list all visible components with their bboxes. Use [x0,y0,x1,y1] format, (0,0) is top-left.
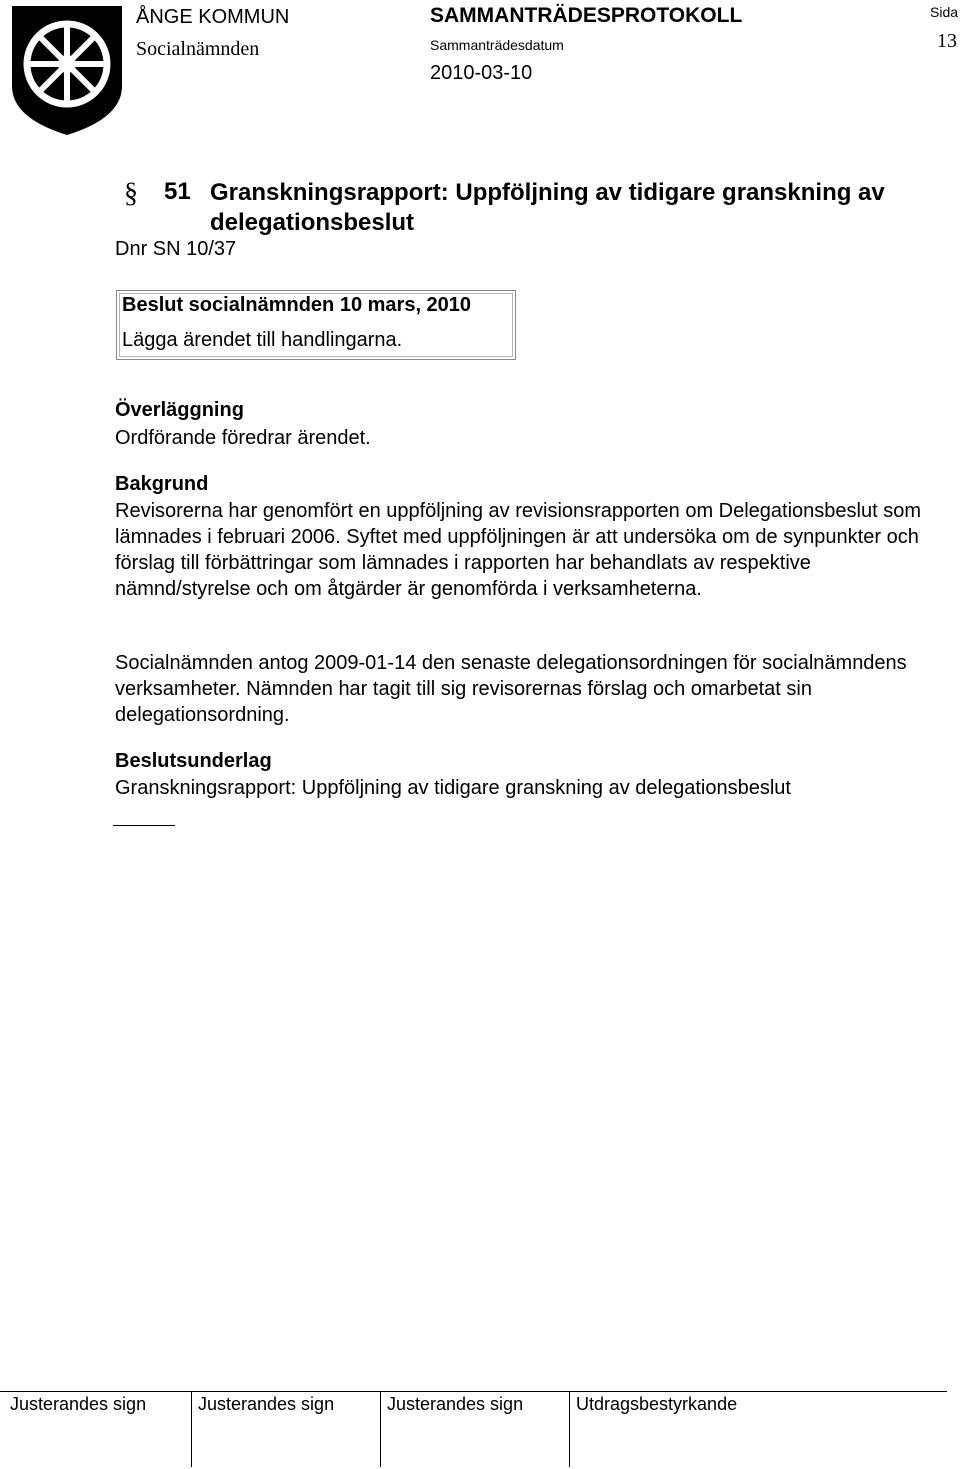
background-paragraph-1: Revisorerna har genomfört en uppföljning av revisionsrapporten om Delegationsbeslut som lämnades i februari 2006. Syftet med uppföljningen är att undersöka om de synpunkter och förslag till förbättringar som lämnades i rapporten har behandlats av respektive nämnd/styrelse och om åtgärder är genomförda i verksamheterna. [115,500,921,600]
meeting-date-label: Sammanträdesdatum [430,37,564,53]
case-number: Dnr SN 10/37 [115,238,237,260]
decision-basis-heading: Beslutsunderlag [115,750,272,772]
signature-divider [191,1391,192,1467]
paragraph-sign: § [124,178,138,209]
end-rule [113,825,175,826]
department-name: Socialnämnden [136,38,260,60]
decision-title: Beslut socialnämnden 10 mars, 2010 [122,294,472,316]
page-label: Sida [930,4,959,20]
signature-divider [380,1391,381,1467]
deliberation-text: Ordförande föredrar ärendet. [115,427,371,449]
page-number: 13 [937,30,957,52]
decision-text: Lägga ärendet till handlingarna. [122,329,403,351]
section-title: Granskningsrapport: Uppföljning av tidigare granskning av delegationsbeslut [210,179,885,236]
background-heading: Bakgrund [115,473,209,495]
meeting-date: 2010-03-10 [430,62,533,84]
deliberation-heading: Överläggning [115,399,244,421]
org-name: ÅNGE KOMMUN [136,6,290,28]
municipality-logo [8,2,126,138]
decision-basis-text: Granskningsrapport: Uppföljning av tidigare granskning av delegationsbeslut [115,777,791,799]
signature-row-border [0,1391,947,1392]
section-number: 51 [164,178,191,205]
signature-field-label: Justerandes sign [387,1394,524,1414]
background-paragraph-2: Socialnämnden antog 2009-01-14 den senaste delegationsordningen för socialnämndens verksamheter. Nämnden har tagit till sig revisorernas förslag och omarbetat sin delegationsordning. [115,652,907,726]
signature-field-label: Justerandes sign [10,1394,147,1414]
signature-divider [569,1391,570,1467]
wheel-crest-icon [8,2,126,138]
signature-field-label: Justerandes sign [198,1394,335,1414]
document-type: SAMMANTRÄDESPROTOKOLL [430,4,743,27]
certification-field-label: Utdragsbestyrkande [576,1394,738,1414]
